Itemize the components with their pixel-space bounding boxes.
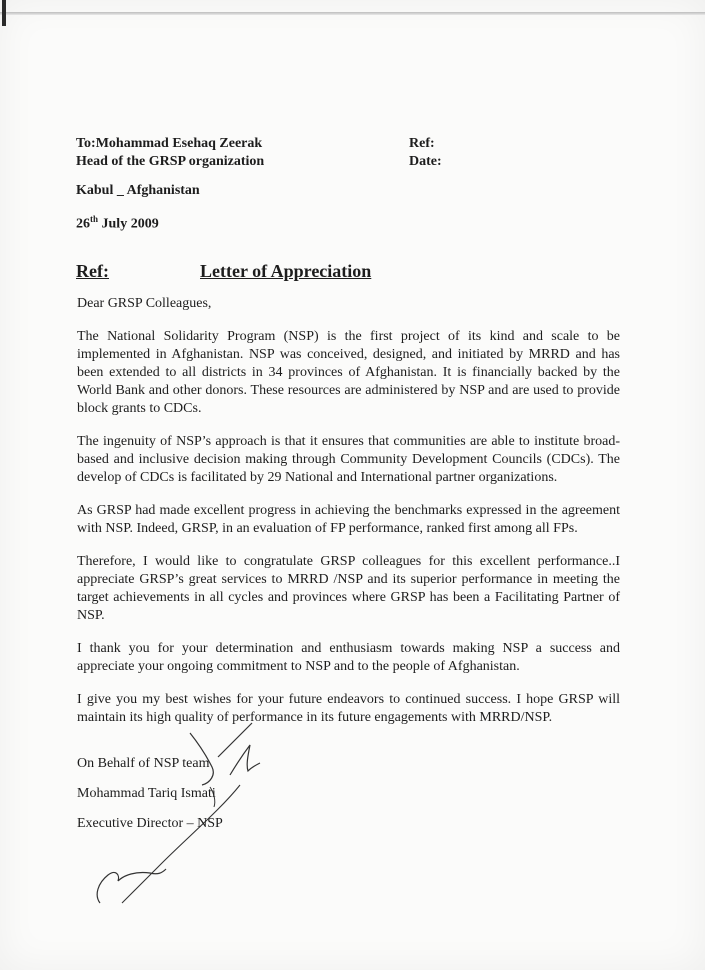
scan-edge-left	[2, 0, 6, 26]
recipient-org: Head of the GRSP organization	[76, 154, 265, 169]
recipient-name: To:Mohammad Esehaq Zeerak	[76, 136, 263, 151]
sign-behalf: On Behalf of NSP team	[77, 756, 210, 771]
city-line: Kabul _ Afghanistan	[76, 183, 200, 198]
subject-title: Letter of Appreciation	[200, 261, 372, 281]
date-day: 26	[76, 216, 90, 232]
ref-date-block	[409, 135, 442, 171]
paragraph-2: The ingenuity of NSP’s approach is that it ensures that communities are able to institute broad-based and inclusive decision making through Community Development Councils (CDCs). The develop of CDCs is facilitated by 29 National and International partner organizations.	[77, 434, 620, 485]
subject-ref-label: Ref:	[76, 261, 109, 281]
date-label-top: Date:	[409, 154, 442, 169]
date-rest: July 2009	[98, 216, 159, 232]
sign-name: Mohammad Tariq Ismati	[77, 786, 216, 801]
letter-date	[76, 214, 159, 233]
letter-body	[77, 295, 620, 742]
paragraph-1: The National Solidarity Program (NSP) is the first project of its kind and scale to be implemented in Afghanistan. NSP was conceived, designed, and initiated by MRRD and has been extended to all districts in 34 provinces of Afghanistan. It is financially backed by the World Bank and other donors. These resources are administered by NSP and are used to provide block grants to CDCs.	[77, 329, 620, 416]
date-suffix: th	[90, 214, 99, 224]
paragraph-5: I thank you for your determination and enthusiasm towards making NSP a success and appreciate your ongoing commitment to NSP and to the people of Afghanistan.	[77, 641, 620, 674]
paragraph-3: As GRSP had made excellent progress in achieving the benchmarks expressed in the agreement with NSP. Indeed, GRSP, in an evaluation of FP performance, ranked first among all FPs.	[77, 503, 620, 536]
scan-edge-top	[0, 12, 705, 15]
handwritten-signature	[80, 715, 280, 915]
paragraph-4: Therefore, I would like to congratulate GRSP colleagues for this excellent performance..I appreciate GRSP’s great services to MRRD /NSP and its superior performance in meeting the target achievements in all cycles and provinces where GRSP has been a Facilitating Partner of NSP.	[77, 554, 620, 623]
greeting: Dear GRSP Colleagues,	[77, 296, 212, 311]
paragraph-6: I give you my best wishes for your future endeavors to continued success. I hope GRSP will maintain its high quality of performance in its future engagements with MRRD/NSP.	[77, 692, 620, 725]
recipient-block	[76, 135, 264, 171]
sign-title: Executive Director – NSP	[77, 816, 223, 831]
ref-label-top: Ref:	[409, 136, 435, 151]
